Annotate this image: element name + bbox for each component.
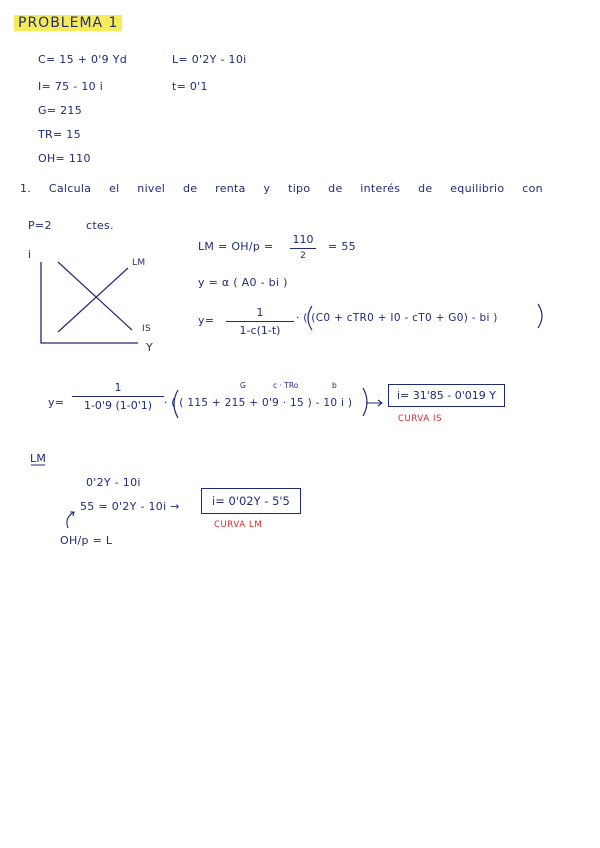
eq-tax-rate: t= 0'1 [172,80,208,93]
paren-close-1 [538,304,542,328]
y-general-den: 1-c(1-t) [239,324,281,337]
lm-curve [58,268,128,332]
arrow-note [67,512,74,528]
is-caption: CURVA IS [398,414,443,424]
annot-b: b [332,381,337,390]
y-numeric-rhs: · ( ( 115 + 215 + 0'9 · 15 ) - 10 i ) [164,397,353,409]
lm-eq-rhs: = 55 [328,240,356,253]
lm-eq-lhs: LM = OH/p = [198,240,274,253]
annot-ctro: c · TRo [273,381,299,390]
eq-transfers: TR= 15 [38,128,81,141]
y-general-lhs: y= [198,314,215,327]
annot-g: G [240,381,246,390]
y-numeric-den: 1-0'9 (1-0'1) [83,399,153,412]
y-numeric-num: 1 [114,381,122,394]
lm-line-2: 55 = 0'2Y - 10i → [80,500,180,513]
eq-investment: I= 75 - 10 i [38,80,104,93]
lm-result-box: i= 0'02Y - 5'5 [201,488,301,514]
lm-eq-den: 2 [300,251,306,261]
y-general-rhs: · ( (C0 + cTR0 + I0 - cT0 + G0) - bi ) [296,312,498,324]
page-title: PROBLEMA 1 [14,15,122,31]
graph-y-label: i [28,248,32,261]
eq-consumption: C= 15 + 0'9 Yd [38,53,128,66]
lm-line-1: 0'2Y - 10i [86,476,141,489]
lm-eq-num: 110 [292,233,314,246]
lm-note: OH/p = L [60,534,113,547]
lm-section-title: LM [30,452,47,465]
question-rest: ctes. [86,219,114,232]
is-result-box: i= 31'85 - 0'019 Y [388,384,505,407]
y-general-num: 1 [256,306,264,319]
y-general-fraction [226,306,294,337]
eq-government: G= 215 [38,104,83,117]
eq-money-supply: OH= 110 [38,152,91,165]
question-line-1: 1. Calcula el nivel de renta y tipo de interés de equilibrio con [20,182,543,195]
y-numeric-fraction [72,381,164,412]
eq-money-demand: L= 0'2Y - 10i [172,53,247,66]
y-alpha-eq: y = α ( A0 - bi ) [198,276,288,289]
graph-lm-label: LM [132,258,146,268]
graph-is-label: IS [142,324,151,334]
graph-x-label: Y [146,341,154,354]
question-price: P=2 [28,219,52,232]
arrow-is [366,400,382,406]
lm-eq-fraction [290,233,316,261]
is-curve [58,262,132,330]
y-numeric-lhs: y= [48,396,65,409]
lm-caption: CURVA LM [214,520,263,530]
paren-close-2 [363,388,367,416]
